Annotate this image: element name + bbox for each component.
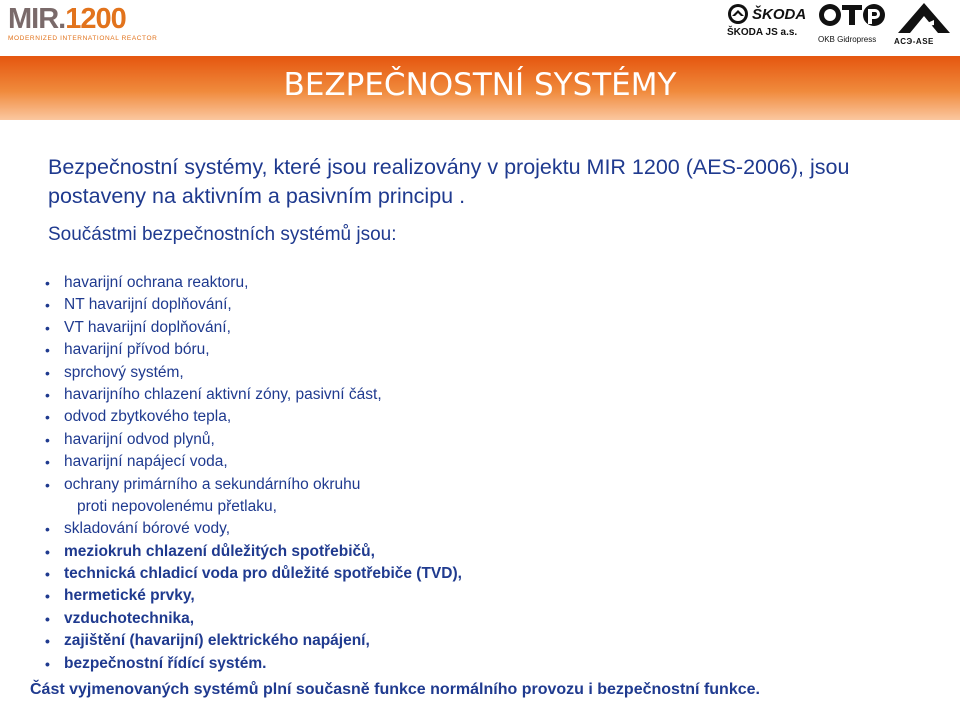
bullet-icon: • bbox=[45, 566, 50, 583]
okb-gidropress-logo bbox=[818, 3, 890, 43]
bullet-icon: • bbox=[45, 521, 50, 538]
mir-logo-number: 1200 bbox=[65, 3, 126, 35]
bullet-icon: • bbox=[45, 633, 50, 650]
list-item-text: vzduchotechnika, bbox=[64, 609, 195, 627]
list-item bbox=[44, 294, 924, 316]
safety-systems-list bbox=[44, 272, 924, 675]
skoda-arrow-icon bbox=[727, 3, 749, 25]
list-item bbox=[44, 429, 924, 451]
okb-emblem-icon bbox=[818, 3, 888, 27]
list-item bbox=[44, 653, 924, 675]
list-item-text: NT havarijní doplňování, bbox=[64, 296, 232, 314]
list-item-text: technická chladicí voda pro důležité spotřebiče (TVD), bbox=[64, 565, 462, 583]
list-item bbox=[44, 451, 924, 473]
list-item-text: ochrany primárního a sekundárního okruhu bbox=[64, 475, 361, 493]
skoda-logo-word: ŠKODA bbox=[752, 5, 807, 23]
bullet-icon: • bbox=[45, 588, 50, 605]
bullet-icon: • bbox=[45, 610, 50, 627]
bullet-icon: • bbox=[45, 275, 50, 291]
list-item bbox=[44, 585, 924, 607]
slide-title: BEZPEČNOSTNÍ SYSTÉMY bbox=[283, 67, 677, 103]
list-item-text: havarijního chlazení aktivní zóny, pasivní část, bbox=[64, 385, 382, 403]
skoda-logo bbox=[727, 3, 817, 43]
list-item-text: hermetické prvky, bbox=[64, 587, 195, 605]
footer-note: Část vyjmenovaných systémů plní současně funkce normálního provozu i bezpečnostní funkce. bbox=[30, 681, 760, 698]
list-item-text: sprchový systém, bbox=[64, 363, 184, 381]
bullet-icon: • bbox=[45, 543, 50, 560]
bullet-icon: • bbox=[45, 409, 50, 426]
bullet-icon: • bbox=[45, 476, 50, 493]
list-item-text: havarijní odvod plynů, bbox=[64, 430, 215, 448]
okb-logo-caption: OKB Gidropress bbox=[818, 35, 877, 44]
list-item bbox=[44, 339, 924, 361]
list-item bbox=[44, 362, 924, 384]
list-item-text: proti nepovolenému přetlaku, bbox=[77, 497, 277, 515]
bullet-icon: • bbox=[45, 431, 50, 448]
list-item bbox=[44, 630, 924, 652]
bullet-icon: • bbox=[45, 342, 50, 359]
ase-logo-caption: ACЭ-ASE bbox=[894, 37, 934, 46]
list-item bbox=[44, 518, 924, 540]
ase-triangle-icon bbox=[894, 2, 954, 34]
bullet-icon: • bbox=[45, 386, 50, 403]
bullet-icon: • bbox=[45, 364, 50, 381]
bullet-icon: • bbox=[45, 319, 50, 336]
bullet-icon: • bbox=[45, 454, 50, 471]
intro-paragraph: Bezpečnostní systémy, které jsou realizovány v projektu MIR 1200 (AES-2006), jsou postaveny na aktivním a pasivním principu . bbox=[48, 155, 850, 208]
list-item-text: meziokruh chlazení důležitých spotřebičů, bbox=[64, 542, 375, 560]
list-item bbox=[44, 608, 924, 630]
list-item-text: havarijní přívod bóru, bbox=[64, 341, 210, 359]
list-item-text: bezpečnostní řídící systém. bbox=[64, 654, 267, 672]
list-item-text: zajištění (havarijní) elektrického napájení, bbox=[64, 632, 370, 650]
parts-heading: Součástmi bezpečnostních systémů jsou: bbox=[48, 224, 397, 245]
list-item bbox=[44, 317, 924, 339]
list-item-text: VT havarijní doplňování, bbox=[64, 318, 231, 336]
ase-logo bbox=[894, 2, 956, 44]
list-item-text: skladování bórové vody, bbox=[64, 520, 231, 538]
list-item bbox=[44, 474, 924, 496]
mir-logo-word: MIR. bbox=[8, 3, 66, 35]
list-item-continuation bbox=[44, 496, 924, 518]
mir-logo-subtitle: MODERNIZED INTERNATIONAL REACTOR bbox=[8, 35, 158, 42]
mir1200-logo bbox=[8, 3, 158, 44]
list-item bbox=[44, 541, 924, 563]
list-item bbox=[44, 563, 924, 585]
list-item bbox=[44, 384, 924, 406]
list-item-text: havarijní ochrana reaktoru, bbox=[64, 274, 249, 291]
skoda-logo-caption: ŠKODA JS a.s. bbox=[727, 27, 798, 38]
list-item bbox=[44, 272, 924, 294]
list-item bbox=[44, 406, 924, 428]
list-item-text: havarijní napájecí voda, bbox=[64, 453, 228, 471]
bullet-icon: • bbox=[45, 297, 50, 314]
bullet-icon: • bbox=[45, 655, 50, 672]
list-item-text: odvod zbytkového tepla, bbox=[64, 408, 232, 426]
